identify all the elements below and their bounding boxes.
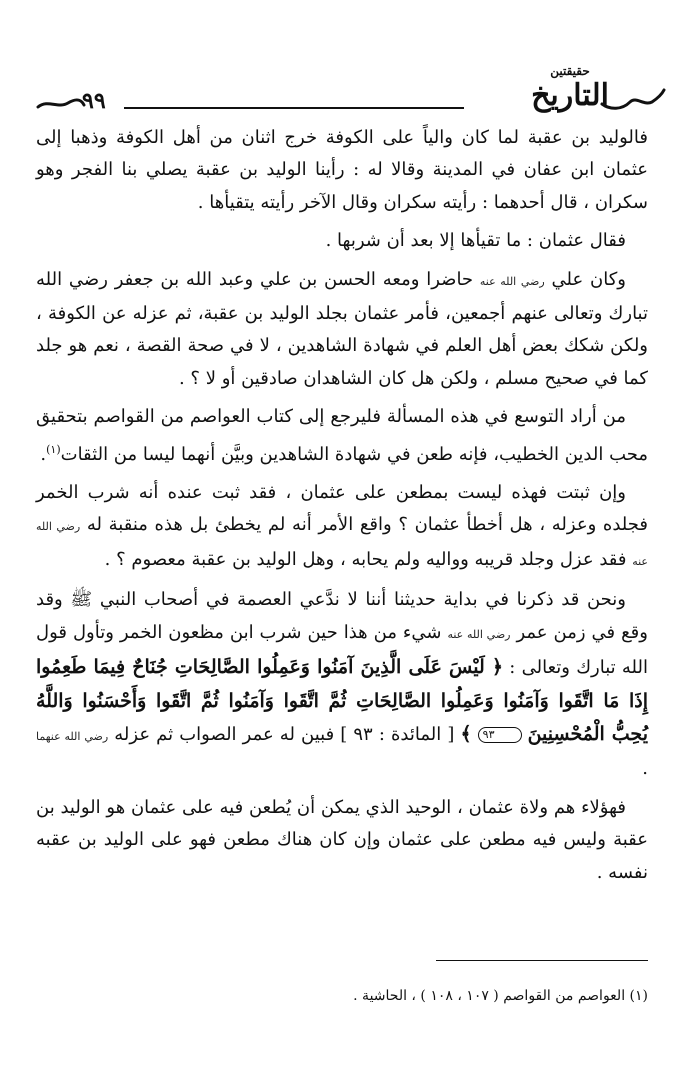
book-title-sub: حقيقتين bbox=[550, 64, 590, 78]
honorific: رضي الله عنهما bbox=[36, 729, 109, 743]
quran-close-bracket: ﴾ bbox=[460, 722, 472, 745]
page-number: ٩٩ bbox=[82, 88, 106, 114]
page-header bbox=[0, 0, 698, 120]
honorific: رضي الله عنه bbox=[36, 520, 648, 568]
paragraph: فهؤلاء هم ولاة عثمان ، الوحيد الذي يمكن أن يُطعن فيه على عثمان هو الوليد بن عقبة وليس فيه مطعن على عثمان وإن كان هناك مطعن فهو على الوليد بن عقبه نفسه . bbox=[36, 796, 648, 883]
honorific: رضي الله عنه bbox=[447, 627, 511, 641]
honorific: ﷺ bbox=[70, 589, 93, 611]
paragraph: فالوليد بن عقبة لما كان والياً على الكوفة خرج اثنان من أهل الكوفة وذهبا إلى عثمان ابن عفان في المدينة وقالا له : رأينا الوليد بن عقبة يصلي بنا الفجر وهو سكران ، قال أحدهما : رأيته سكران وقال الآخر رأيته يتقيأها . bbox=[36, 127, 648, 213]
honorific: رضي الله عنه bbox=[479, 274, 545, 288]
quran-verse: ﴿ لَيْسَ عَلَى الَّذِينَ آمَنُوا وَعَمِلُوا الصَّالِحَاتِ جُنَاحٌ فِيمَا طَعِمُوا إِذَا مَا اتَّقَوا وَآمَنُوا وَعَمِلُوا الصَّالِحَاتِ ثُمَّ اتَّقَوا وَآمَنُوا ثُمَّ اتَّقَوا وَأَحْسَنُوا وَاللَّهُ يُحِبُّ الْمُحْسِنِينَ bbox=[36, 656, 648, 745]
paragraph: ونحن قد ذكرنا في بداية حديثنا أننا لا ندَّعي العصمة في أصحاب النبي ﷺ وقد وقع في زمن عمر رضي الله عنه شيء من هذا حين شرب ابن مظعون الخمر وتأول قول الله تبارك وتعالى : ﴿ لَيْسَ عَلَى الَّذِينَ آمَنُوا وَعَمِلُوا الصَّالِحَاتِ جُنَاحٌ فِيمَا طَعِمُوا إِذَا مَا اتَّقَوا وَآمَنُوا وَعَمِلُوا الصَّالِحَاتِ ثُمَّ اتَّقَوا وَآمَنُوا ثُمَّ اتَّقَوا وَأَحْسَنُوا وَاللَّهُ يُحِبُّ الْمُحْسِنِينَ ٩٣ ﴾ [ المائدة : ٩٣ ] فبين له عمر الصواب ثم عزله رضي الله عنهما . bbox=[36, 589, 648, 780]
paragraph: وكان علي رضي الله عنه حاضرا ومعه الحسن بن علي وعبد الله بن جعفر رضي الله تبارك وتعالى عنهم أجمعين، فأمر عثمان بجلد الوليد بن عقبة، ثم عزله عن الكوفة ، ولكن شكك بعض أهل العلم في شهادة الشاهدين ، لا في صحة القصة ، نعم هو جلد كما في صحيح مسلم ، ولكن هل كان الشاهدان صادقين أو لا ؟ . bbox=[36, 268, 648, 389]
footnote-divider bbox=[436, 960, 648, 961]
verse-reference: [ المائدة : ٩٣ ] فبين له عمر الصواب ثم عزله bbox=[114, 723, 455, 745]
ayah-number: ٩٣ bbox=[478, 727, 522, 743]
header-rule bbox=[124, 107, 464, 109]
swoosh-ornament-icon bbox=[36, 97, 86, 111]
paragraph: من أراد التوسع في هذه المسألة فليرجع إلى كتاب العواصم من القواصم بتحقيق محب الدين الخطيب، فإنه طعن في شهادة الشاهدين وبيَّن أنهما ليسا من الثقات$^{(١)}$. bbox=[36, 406, 648, 465]
footnote: (١) العواصم من القواصم ( ١٠٧ ، ١٠٨ ) ، الحاشية . bbox=[353, 988, 648, 1004]
paragraph: وإن ثبتت فهذه ليست بمطعن على عثمان ، فقد ثبت عنده أنه شرب الخمر فجلده وعزله ، هل أخطأ عثمان ؟ واقع الأمر أنه لم يخطئ بل هذه منقبة له رضي الله عنه فقد عزل وجلد قريبه وواليه ولم يحابه ، وهل الوليد بن عقبة معصوم ؟ . bbox=[36, 482, 648, 570]
book-title-main: التاريخ bbox=[531, 78, 609, 113]
calligraphy-ornament-icon bbox=[600, 84, 666, 112]
footnote-marker: (١) bbox=[46, 442, 61, 456]
paragraph: فقال عثمان : ما تقيأها إلا بعد أن شربها . bbox=[325, 230, 626, 252]
main-text bbox=[36, 122, 648, 895]
